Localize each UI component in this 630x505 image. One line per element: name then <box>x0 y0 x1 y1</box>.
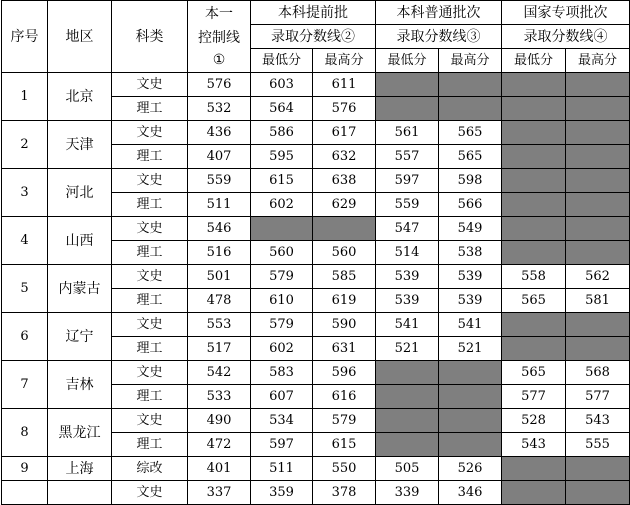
cell-national-max <box>566 457 630 481</box>
table-row <box>2 265 630 289</box>
cell-early-max: 638 <box>313 169 376 193</box>
cell-national-max <box>566 97 630 121</box>
cell-national-min <box>502 457 566 481</box>
cell-early-max <box>313 217 376 241</box>
cell-national-max <box>566 121 630 145</box>
cell-normal-max: 565 <box>439 121 502 145</box>
cell-normal-min <box>376 433 439 457</box>
cell-seq: 7 <box>2 361 48 409</box>
cell-normal-max <box>439 73 502 97</box>
cell-normal-max: 566 <box>439 193 502 217</box>
cell-early-min: 586 <box>251 121 313 145</box>
cell-normal-max: 539 <box>439 265 502 289</box>
cell-seq: 1 <box>2 73 48 121</box>
cell-normal-max: 538 <box>439 241 502 265</box>
cell-early-min: 595 <box>251 145 313 169</box>
table-row <box>2 361 630 385</box>
cell-subject: 理工 <box>112 241 188 265</box>
header-early-batch-sub: 录取分数线② <box>251 25 376 49</box>
cell-subject: 文史 <box>112 217 188 241</box>
table-row <box>2 313 630 337</box>
cell-normal-max: 346 <box>439 481 502 505</box>
cell-normal-min: 541 <box>376 313 439 337</box>
cell-national-min <box>502 337 566 361</box>
cell-benyi-line: 472 <box>188 433 251 457</box>
cell-early-min: 610 <box>251 289 313 313</box>
cell-benyi-line: 533 <box>188 385 251 409</box>
cell-normal-max <box>439 97 502 121</box>
cell-benyi-line: 546 <box>188 217 251 241</box>
cell-subject: 文史 <box>112 169 188 193</box>
cell-early-max: 590 <box>313 313 376 337</box>
table-row <box>2 217 630 241</box>
cell-seq: 6 <box>2 313 48 361</box>
cell-normal-min: 539 <box>376 265 439 289</box>
cell-normal-min <box>376 385 439 409</box>
cell-seq: 4 <box>2 217 48 265</box>
cell-early-min: 603 <box>251 73 313 97</box>
cell-national-min <box>502 169 566 193</box>
cell-benyi-line: 517 <box>188 337 251 361</box>
cell-normal-min: 514 <box>376 241 439 265</box>
cell-national-max <box>566 73 630 97</box>
cell-seq <box>2 481 48 505</box>
table-body <box>2 73 630 505</box>
cell-region: 天津 <box>48 121 112 169</box>
cell-early-max: 596 <box>313 361 376 385</box>
cell-early-min: 615 <box>251 169 313 193</box>
cell-early-max: 579 <box>313 409 376 433</box>
header-benyi-text3: ① <box>212 51 226 68</box>
cell-early-max: 616 <box>313 385 376 409</box>
cell-subject: 文史 <box>112 265 188 289</box>
cell-national-min <box>502 241 566 265</box>
cell-normal-max: 541 <box>439 313 502 337</box>
cell-early-min: 597 <box>251 433 313 457</box>
header-region: 地区 <box>48 1 112 73</box>
cell-early-min: 602 <box>251 193 313 217</box>
cell-normal-min <box>376 409 439 433</box>
cell-subject: 文史 <box>112 313 188 337</box>
cell-early-min: 534 <box>251 409 313 433</box>
header-benyi-text1: 本一 <box>205 5 233 22</box>
cell-region: 吉林 <box>48 361 112 409</box>
cell-national-max <box>566 169 630 193</box>
cell-early-max: 619 <box>313 289 376 313</box>
cell-normal-min: 561 <box>376 121 439 145</box>
cell-early-min: 564 <box>251 97 313 121</box>
cell-early-max: 632 <box>313 145 376 169</box>
cell-normal-max: 526 <box>439 457 502 481</box>
cell-subject: 文史 <box>112 409 188 433</box>
cell-early-min: 560 <box>251 241 313 265</box>
cell-subject: 文史 <box>112 481 188 505</box>
cell-benyi-line: 401 <box>188 457 251 481</box>
cell-subject: 综改 <box>112 457 188 481</box>
cell-normal-min: 547 <box>376 217 439 241</box>
header-early-max: 最高分 <box>313 49 376 73</box>
cell-national-max: 543 <box>566 409 630 433</box>
cell-early-min: 511 <box>251 457 313 481</box>
cell-national-min <box>502 145 566 169</box>
cell-benyi-line: 542 <box>188 361 251 385</box>
cell-benyi-line: 516 <box>188 241 251 265</box>
cell-early-max: 615 <box>313 433 376 457</box>
header-normal-min: 最低分 <box>376 49 439 73</box>
cell-national-max <box>566 145 630 169</box>
cell-national-max: 562 <box>566 265 630 289</box>
cell-national-min <box>502 217 566 241</box>
cell-subject: 文史 <box>112 361 188 385</box>
cell-benyi-line: 407 <box>188 145 251 169</box>
cell-early-min: 602 <box>251 337 313 361</box>
cell-early-min <box>251 217 313 241</box>
cell-national-min: 565 <box>502 289 566 313</box>
cell-normal-max: 521 <box>439 337 502 361</box>
cell-normal-min: 505 <box>376 457 439 481</box>
header-normal-max: 最高分 <box>439 49 502 73</box>
cell-national-max <box>566 337 630 361</box>
cell-seq: 3 <box>2 169 48 217</box>
cell-region: 内蒙古 <box>48 265 112 313</box>
cell-region: 辽宁 <box>48 313 112 361</box>
cell-normal-max: 565 <box>439 145 502 169</box>
header-benyi-text2: 控制线 <box>198 29 240 46</box>
cell-early-max: 378 <box>313 481 376 505</box>
cell-subject: 理工 <box>112 385 188 409</box>
header-seq: 序号 <box>2 1 48 73</box>
cell-region: 河北 <box>48 169 112 217</box>
cell-normal-min: 597 <box>376 169 439 193</box>
cell-early-max: 617 <box>313 121 376 145</box>
cell-national-min: 558 <box>502 265 566 289</box>
cell-benyi-line: 337 <box>188 481 251 505</box>
cell-benyi-line: 559 <box>188 169 251 193</box>
cell-national-min <box>502 73 566 97</box>
admission-score-table <box>1 0 630 505</box>
header-subject: 科类 <box>112 1 188 73</box>
cell-early-max: 611 <box>313 73 376 97</box>
cell-region <box>48 481 112 505</box>
cell-normal-max <box>439 385 502 409</box>
cell-national-min <box>502 481 566 505</box>
cell-national-min <box>502 193 566 217</box>
cell-normal-min <box>376 73 439 97</box>
cell-national-min <box>502 313 566 337</box>
cell-national-min <box>502 97 566 121</box>
cell-normal-max: 549 <box>439 217 502 241</box>
cell-benyi-line: 511 <box>188 193 251 217</box>
cell-benyi-line: 576 <box>188 73 251 97</box>
cell-region: 山西 <box>48 217 112 265</box>
cell-early-max: 560 <box>313 241 376 265</box>
cell-normal-min <box>376 361 439 385</box>
cell-national-max <box>566 481 630 505</box>
table-row <box>2 169 630 193</box>
header-normal-batch: 本科普通批次 <box>376 1 502 25</box>
cell-subject: 理工 <box>112 145 188 169</box>
cell-early-max: 631 <box>313 337 376 361</box>
cell-subject: 理工 <box>112 337 188 361</box>
cell-subject: 理工 <box>112 97 188 121</box>
table-row <box>2 73 630 97</box>
cell-normal-min <box>376 97 439 121</box>
cell-region: 黑龙江 <box>48 409 112 457</box>
cell-national-max <box>566 241 630 265</box>
cell-seq: 8 <box>2 409 48 457</box>
cell-normal-min: 539 <box>376 289 439 313</box>
cell-normal-min: 557 <box>376 145 439 169</box>
cell-normal-max <box>439 433 502 457</box>
cell-normal-min: 521 <box>376 337 439 361</box>
cell-early-max: 550 <box>313 457 376 481</box>
cell-benyi-line: 478 <box>188 289 251 313</box>
header-national-batch: 国家专项批次 <box>502 1 630 25</box>
cell-national-min: 565 <box>502 361 566 385</box>
header-national-min: 最低分 <box>502 49 566 73</box>
cell-national-max <box>566 193 630 217</box>
header-early-batch: 本科提前批 <box>251 1 376 25</box>
cell-national-max <box>566 217 630 241</box>
cell-benyi-line: 436 <box>188 121 251 145</box>
cell-normal-max <box>439 409 502 433</box>
cell-normal-max <box>439 361 502 385</box>
cell-early-min: 579 <box>251 313 313 337</box>
cell-normal-max: 598 <box>439 169 502 193</box>
cell-early-min: 359 <box>251 481 313 505</box>
cell-national-max: 555 <box>566 433 630 457</box>
cell-benyi-line: 501 <box>188 265 251 289</box>
cell-national-max: 581 <box>566 289 630 313</box>
header-national-batch-sub: 录取分数线④ <box>502 25 630 49</box>
cell-national-min: 577 <box>502 385 566 409</box>
table-row <box>2 481 630 505</box>
cell-national-max: 577 <box>566 385 630 409</box>
cell-subject: 理工 <box>112 193 188 217</box>
cell-subject: 文史 <box>112 73 188 97</box>
cell-early-min: 583 <box>251 361 313 385</box>
cell-national-min <box>502 121 566 145</box>
cell-seq: 9 <box>2 457 48 481</box>
cell-seq: 5 <box>2 265 48 313</box>
cell-early-min: 607 <box>251 385 313 409</box>
cell-region: 上海 <box>48 457 112 481</box>
cell-normal-min: 339 <box>376 481 439 505</box>
header-benyi-control-line <box>188 1 251 73</box>
cell-early-max: 576 <box>313 97 376 121</box>
cell-seq: 2 <box>2 121 48 169</box>
table-row <box>2 409 630 433</box>
header-national-max: 最高分 <box>566 49 630 73</box>
cell-subject: 理工 <box>112 433 188 457</box>
cell-benyi-line: 532 <box>188 97 251 121</box>
cell-subject: 理工 <box>112 289 188 313</box>
cell-region: 北京 <box>48 73 112 121</box>
cell-national-min: 543 <box>502 433 566 457</box>
cell-early-min: 579 <box>251 265 313 289</box>
cell-national-max <box>566 313 630 337</box>
cell-benyi-line: 553 <box>188 313 251 337</box>
cell-early-max: 585 <box>313 265 376 289</box>
cell-national-min: 528 <box>502 409 566 433</box>
cell-subject: 文史 <box>112 121 188 145</box>
cell-benyi-line: 490 <box>188 409 251 433</box>
table-row <box>2 457 630 481</box>
header-normal-batch-sub: 录取分数线③ <box>376 25 502 49</box>
cell-national-max: 568 <box>566 361 630 385</box>
cell-normal-min: 559 <box>376 193 439 217</box>
cell-early-max: 629 <box>313 193 376 217</box>
table-row <box>2 121 630 145</box>
cell-normal-max: 539 <box>439 289 502 313</box>
header-early-min: 最低分 <box>251 49 313 73</box>
